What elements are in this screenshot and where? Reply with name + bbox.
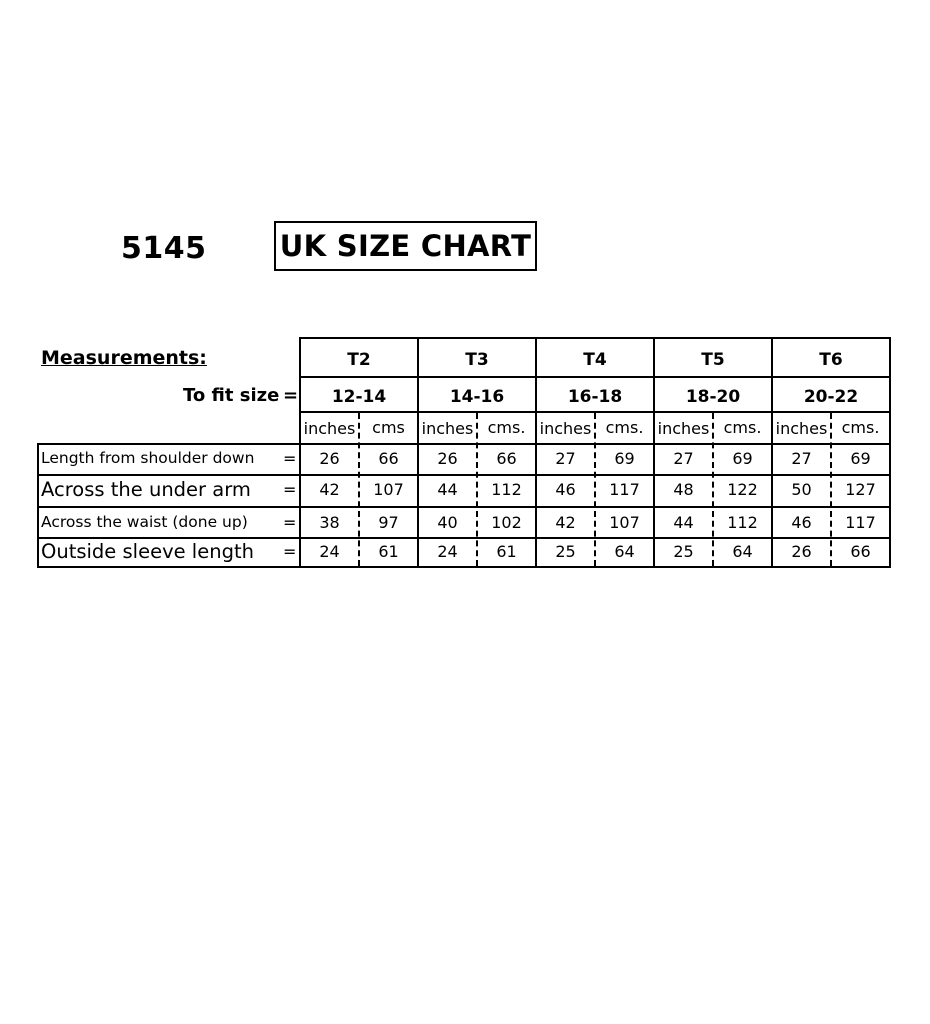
table-cell: 61 — [378, 542, 399, 561]
grid-line — [417, 337, 419, 568]
row-equals: = — [283, 449, 297, 468]
title-box — [274, 221, 537, 271]
table-cell: 42 — [555, 513, 576, 532]
measurements-label: Measurements: — [41, 347, 207, 369]
fit-size-header: 14-16 — [449, 387, 505, 407]
table-cell: 44 — [437, 480, 458, 499]
fit-size-label: To fit size — [183, 385, 280, 406]
size-code-header: T5 — [701, 350, 725, 370]
table-cell: 64 — [614, 542, 635, 561]
table-cell: 46 — [791, 513, 812, 532]
table-cell: 69 — [850, 449, 871, 468]
row-label: Across the under arm — [41, 478, 251, 501]
table-cell: 61 — [496, 542, 517, 561]
grid-line — [37, 443, 891, 445]
fit-size-equals: = — [283, 385, 299, 406]
table-cell: 26 — [437, 449, 458, 468]
table-cell: 127 — [845, 480, 876, 499]
unit-header: inches — [657, 419, 710, 438]
unit-header: inches — [539, 419, 592, 438]
grid-line — [37, 443, 39, 568]
table-cell: 27 — [555, 449, 576, 468]
grid-line-dashed — [594, 413, 596, 566]
table-cell: 117 — [609, 480, 640, 499]
table-cell: 102 — [491, 513, 522, 532]
table-cell: 46 — [555, 480, 576, 499]
grid-line — [889, 337, 891, 568]
unit-header: cms. — [605, 418, 644, 437]
table-cell: 38 — [319, 513, 340, 532]
grid-line — [771, 337, 773, 568]
table-cell: 27 — [673, 449, 694, 468]
unit-header: cms. — [841, 418, 880, 437]
table-cell: 26 — [319, 449, 340, 468]
grid-line — [299, 337, 301, 568]
table-cell: 44 — [673, 513, 694, 532]
table-cell: 24 — [437, 542, 458, 561]
grid-line — [37, 506, 891, 508]
table-cell: 48 — [673, 480, 694, 499]
grid-line — [299, 376, 891, 378]
grid-line-dashed — [476, 413, 478, 566]
size-code-header: T2 — [347, 350, 371, 370]
unit-header: inches — [303, 419, 356, 438]
unit-header: inches — [775, 419, 828, 438]
row-label: Length from shoulder down — [41, 449, 255, 467]
row-equals: = — [283, 513, 297, 532]
row-label: Across the waist (done up) — [41, 513, 248, 531]
table-cell: 69 — [732, 449, 753, 468]
table-cell: 24 — [319, 542, 340, 561]
table-cell: 66 — [378, 449, 399, 468]
fit-size-header: 20-22 — [803, 387, 859, 407]
table-cell: 112 — [727, 513, 758, 532]
style-code: 5145 — [121, 231, 207, 266]
page-title: UK SIZE CHART — [279, 229, 532, 263]
table-cell: 69 — [614, 449, 635, 468]
table-cell: 97 — [378, 513, 399, 532]
grid-line-dashed — [830, 413, 832, 566]
grid-line — [37, 474, 891, 476]
table-cell: 27 — [791, 449, 812, 468]
size-code-header: T3 — [465, 350, 489, 370]
table-cell: 25 — [555, 542, 576, 561]
unit-header: cms — [372, 418, 405, 437]
row-label: Outside sleeve length — [41, 540, 254, 563]
grid-line-dashed — [358, 413, 360, 566]
size-code-header: T4 — [583, 350, 607, 370]
grid-line — [37, 566, 891, 568]
grid-line — [653, 337, 655, 568]
unit-header: inches — [421, 419, 474, 438]
table-cell: 50 — [791, 480, 812, 499]
table-cell: 25 — [673, 542, 694, 561]
table-cell: 122 — [727, 480, 758, 499]
unit-header: cms. — [723, 418, 762, 437]
table-cell: 26 — [791, 542, 812, 561]
grid-line — [37, 537, 891, 539]
table-cell: 40 — [437, 513, 458, 532]
table-cell: 117 — [845, 513, 876, 532]
fit-size-header: 18-20 — [685, 387, 741, 407]
grid-line-dashed — [712, 413, 714, 566]
grid-line — [535, 337, 537, 568]
table-cell: 107 — [609, 513, 640, 532]
table-cell: 64 — [732, 542, 753, 561]
fit-size-header: 12-14 — [331, 387, 387, 407]
grid-line — [299, 337, 891, 339]
row-equals: = — [283, 480, 297, 499]
table-cell: 112 — [491, 480, 522, 499]
fit-size-header: 16-18 — [567, 387, 623, 407]
table-cell: 42 — [319, 480, 340, 499]
unit-header: cms. — [487, 418, 526, 437]
table-cell: 66 — [850, 542, 871, 561]
table-cell: 107 — [373, 480, 404, 499]
size-code-header: T6 — [819, 350, 843, 370]
row-equals: = — [283, 542, 297, 561]
table-cell: 66 — [496, 449, 517, 468]
